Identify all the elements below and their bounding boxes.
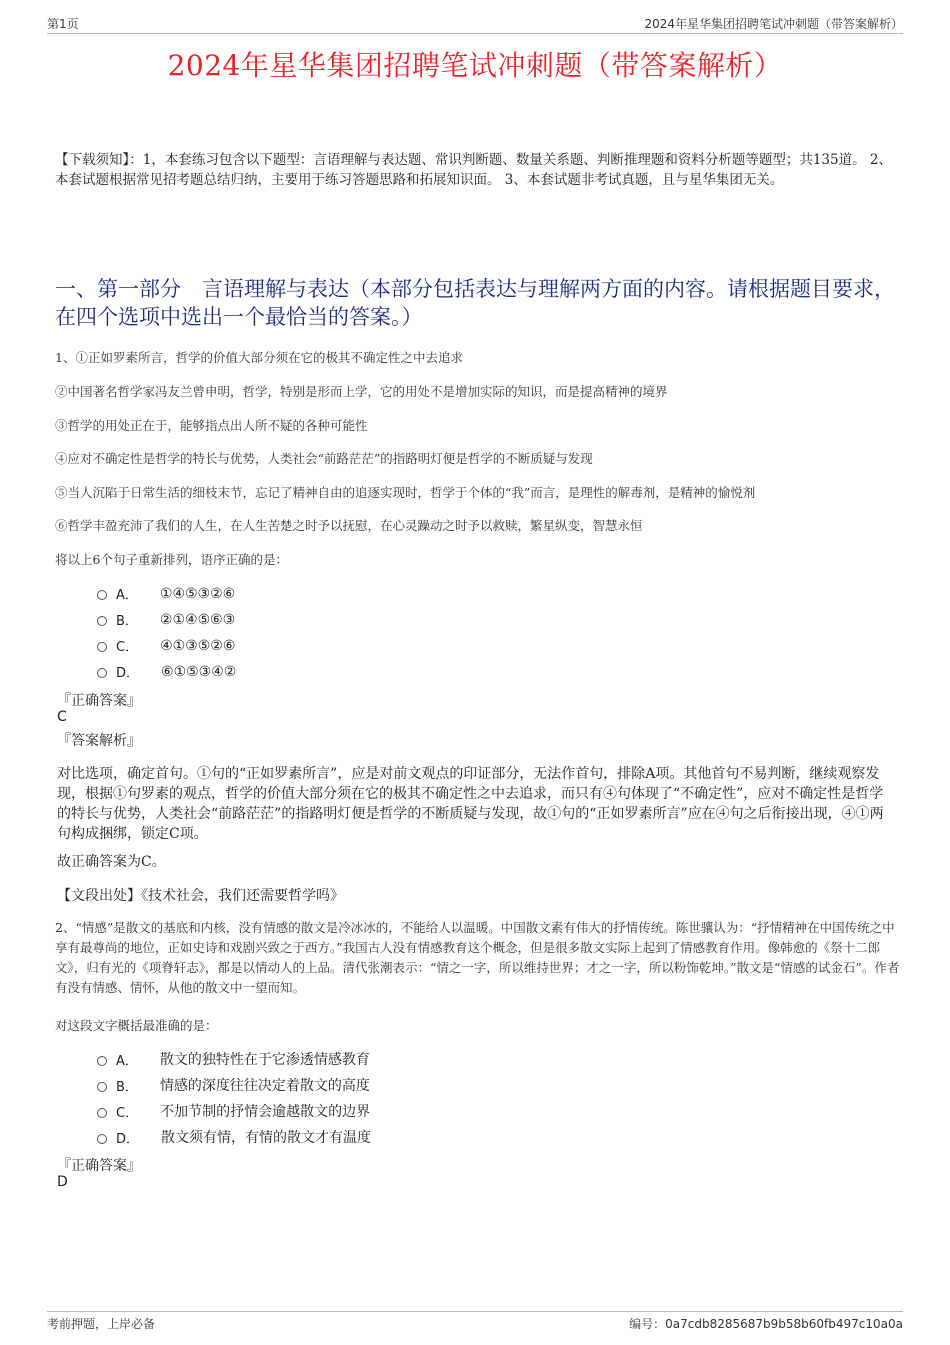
q1-analysis: 对比选项，确定首句。①句的“正如罗素所言”，应是对前文观点的印证部分，无法作首句，排除A项。其他首句不易判断，继续观察发现，根据①句罗素的观点，哲学的价值大部分须在它的极其不确定性之中去追求，而只有④句体现了“不确定性”，应对不确定性是哲学的特长与优势，人类社会“前路茫茫”的指路明灯便是哲学的不断质疑与发现，故①句的“正如罗素所言”应在④句之后衔接出现，④①两句构成捆绑，锁定C项。 [57, 766, 884, 842]
footer-code [629, 1315, 903, 1332]
radio-icon[interactable] [97, 1056, 107, 1066]
q1-answer-label: 『正确答案』 [57, 693, 141, 709]
q1-source: 【文段出处】《技术社会，我们还需要哲学吗》 [57, 888, 344, 904]
header-divider [47, 33, 903, 34]
q2-text: 2、“情感”是散文的基底和内核，没有情感的散文是冷冰冰的，不能给人以温暖。中国散文素有伟大的抒情传统。陈世骧认为：“抒情精神在中国传统之中享有最尊尚的地位，正如史诗和戏剧兴致之于西方。”我国古人没有情感教育这个概念，但是很多散文实际上起到了情感教育作用。像韩愈的《祭十二郎文》，归有光的《项脊轩志》，都是以情动人的上品。清代张潮表示：“情之一字，所以维持世界；才之一字，所以粉饰乾坤。”散文是“情感的试金石”。作者有没有情感、情怀，从他的散文中一望而知。 [55, 920, 900, 995]
q1-option-c[interactable] [97, 636, 235, 655]
option-text: ⑥①⑤③④② [161, 663, 237, 680]
option-letter: B． [116, 1079, 138, 1095]
header-page-label: 第1页 [47, 17, 79, 31]
download-notice: 【下载须知】：1，本套练习包含以下题型：言语理解与表达题、常识判断题、数量关系题、判断推理题和资料分析题等题型；共135道。 2、本套试题根据常见招考题总结归纳，主要用于练习答题思路和拓展知识面。 3、本套试题非考试真题，且与星华集团无关。 [55, 152, 892, 188]
option-text: ①④⑤③②⑥ [159, 585, 236, 602]
footer-slogan: 考前押题，上岸必备 [47, 1317, 156, 1331]
option-letter: C． [116, 1105, 139, 1121]
option-letter: B． [116, 614, 138, 629]
q1-line: ⑤当人沉陷于日常生活的细枝末节，忘记了精神自由的追逐实现时，哲学于个体的“我”而言，是理性的解毒剂，是精神的愉悦剂 [55, 485, 756, 500]
option-letter: C． [116, 640, 139, 655]
q1-line: ③哲学的用处正在于，能够指点出人所不疑的各种可能性 [55, 418, 368, 433]
radio-icon[interactable] [97, 668, 107, 678]
q1-line: ②中国著名哲学家冯友兰曾申明，哲学，特别是形而上学，它的用处不是增加实际的知识，而是提高精神的境界 [55, 384, 668, 399]
q1-answer: C [57, 709, 67, 725]
q1-option-a[interactable] [97, 584, 235, 603]
q1-line: ⑥哲学丰盈充沛了我们的人生，在人生苦楚之时予以抚慰，在心灵躁动之时予以救赎，繁星纵变，智慧永恒 [55, 518, 643, 533]
footer-code-value: 0a7cdb8285687b9b58b60fb497c10a0a [665, 1317, 903, 1331]
radio-icon[interactable] [97, 1134, 107, 1144]
q1-analysis-label: 『答案解析』 [57, 733, 141, 749]
page-title: 2024年星华集团招聘笔试冲刺题（带答案解析） [167, 49, 783, 82]
option-letter: A． [116, 1053, 138, 1069]
option-text: ④①③⑤②⑥ [160, 637, 236, 654]
q2-option-d[interactable] [97, 1127, 371, 1147]
q1-option-b[interactable] [97, 610, 235, 629]
q2-option-a[interactable] [97, 1049, 370, 1069]
section-heading: 一、第一部分 言语理解与表达（本部分包括表达与理解两方面的内容。请根据题目要求，在四个选项中选出一个最恰当的答案。） [55, 277, 895, 329]
option-text: 散文须有情，有情的散文才有温度 [161, 1130, 372, 1146]
option-text: ②①④⑤⑥③ [159, 611, 236, 628]
q2-option-c[interactable] [97, 1101, 370, 1121]
q2-answer: D [57, 1174, 68, 1190]
q2-answer-label: 『正确答案』 [57, 1158, 141, 1174]
q2-option-b[interactable] [97, 1075, 370, 1095]
radio-icon[interactable] [97, 616, 107, 626]
radio-icon[interactable] [97, 642, 107, 652]
radio-icon[interactable] [97, 1082, 107, 1092]
header-doc-title: 2024年星华集团招聘笔试冲刺题（带答案解析） [644, 17, 903, 31]
option-letter: A． [116, 588, 138, 603]
q2-prompt: 对这段文字概括最准确的是： [55, 1018, 218, 1033]
option-letter: D． [116, 1131, 140, 1147]
option-letter: D． [116, 666, 140, 681]
option-text: 情感的深度往往决定着散文的高度 [159, 1078, 370, 1094]
footer-divider [47, 1311, 903, 1312]
q1-line: 1、①正如罗素所言，哲学的价值大部分须在它的极其不确定性之中去追求 [55, 350, 463, 365]
option-text: 不加节制的抒情会逾越散文的边界 [160, 1104, 371, 1120]
q1-option-d[interactable] [97, 662, 236, 681]
option-text: 散文的独特性在于它渗透情感教育 [159, 1052, 370, 1068]
radio-icon[interactable] [97, 590, 107, 600]
q1-conclusion: 故正确答案为C。 [57, 854, 166, 870]
radio-icon[interactable] [97, 1108, 107, 1118]
q1-line: ④应对不确定性是哲学的特长与优势，人类社会“前路茫茫”的指路明灯便是哲学的不断质疑与发现 [55, 451, 593, 466]
q1-prompt: 将以上6个句子重新排列，语序正确的是： [55, 552, 288, 567]
footer-code-label: 编号： [629, 1317, 666, 1331]
